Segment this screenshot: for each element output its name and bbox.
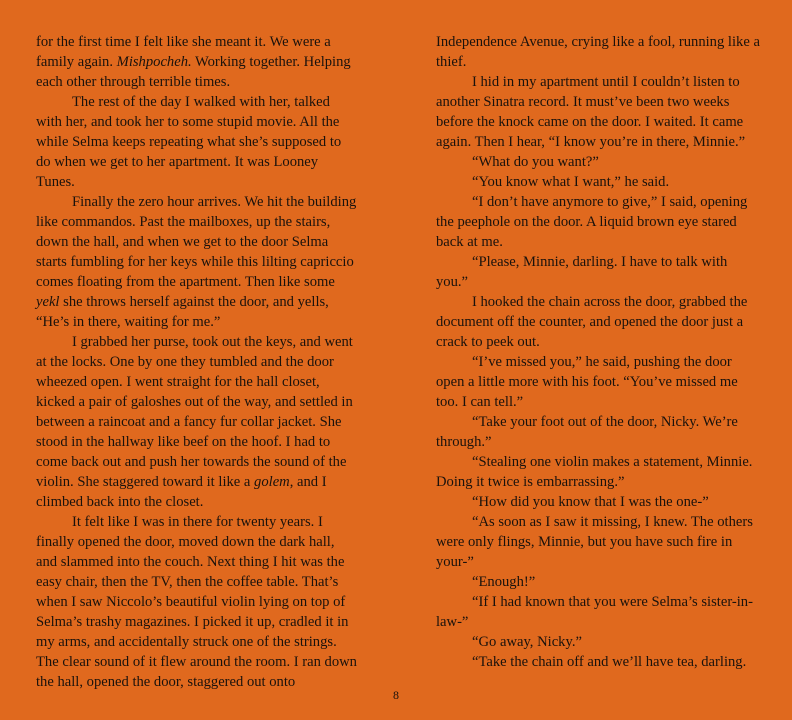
page-number: 8 xyxy=(393,688,399,702)
paragraph: “You know what I want,” he said. xyxy=(472,174,670,190)
paragraph: for the first time I felt like she meant it. We were a family again. Mishpocheh. Working together. Helping each other through terrible times. xyxy=(36,34,351,90)
paragraph: “What do you want?” xyxy=(472,154,599,170)
paragraph: It felt like I was in there for twenty years. I finally opened the door, moved down the dark hall, and slammed into the couch. Next thing I hit was the easy chair, then the TV, then the coffee table. That’s when I saw Niccolo’s beautiful violin lying on top of Selma’s trashy magazines. I picked it up, cradled it in my arms, and accidentally struck one of the strings. The clear sound of it flew around the room. I ran down the hall, opened the door, staggered out onto xyxy=(36,514,357,690)
paragraph: “I’ve missed you,” he said, pushing the door open a little more with his foot. “You’ve missed me too. I can tell.” xyxy=(436,354,738,410)
paragraph: “How did you know that I was the one-” xyxy=(472,494,709,510)
paragraph: Finally the zero hour arrives. We hit the building like commandos. Past the mailboxes, up the stairs, down the hall, and when we get to the door Selma starts fumbling for her keys while this lilting capriccio comes floating from the apartment. Then like some yekl she throws herself against the door, and yells, “He’s in there, waiting for me.” xyxy=(36,194,357,330)
paragraph: The rest of the day I walked with her, talked with her, and took her to some stupid movie. All the while Selma keeps repeating what she’s supposed to do when we get to her apartment. It was Looney Tunes. xyxy=(36,94,342,190)
paragraph: “Go away, Nicky.” xyxy=(472,634,582,650)
paragraph: I hooked the chain across the door, grabbed the document off the counter, and opened the door just a crack to peek out. xyxy=(436,294,748,350)
paragraph: “Take the chain off and we’ll have tea, darling. xyxy=(472,654,747,670)
paragraph: “Please, Minnie, darling. I have to talk with you.” xyxy=(436,254,728,290)
paragraph: Independence Avenue, crying like a fool, running like a thief. xyxy=(436,34,760,70)
paragraph: “As soon as I saw it missing, I knew. The others were only flings, Minnie, but you have such fire in your-” xyxy=(436,514,753,570)
paragraph: “Stealing one violin makes a statement, Minnie. Doing it twice is embarrassing.” xyxy=(436,454,753,490)
right-text-column xyxy=(436,32,760,672)
paragraph: I hid in my apartment until I couldn’t listen to another Sinatra record. It must’ve been two weeks before the knock came on the door. I waited. It came again. Then I hear, “I know you’re in there, Minnie.” xyxy=(436,74,746,150)
left-text-column xyxy=(36,32,358,692)
paragraph: “Take your foot out of the door, Nicky. We’re through.” xyxy=(436,414,738,450)
paragraph: “Enough!” xyxy=(472,574,536,590)
paragraph: I grabbed her purse, took out the keys, and went at the locks. One by one they tumbled and the door wheezed open. I went straight for the hall closet, kicked a pair of galoshes out of the way, and settled in between a raincoat and a fancy fur collar jacket. She stood in the hallway like beef on the hoof. I had to come back out and push her towards the sound of the violin. She staggered toward it like a golem, and I climbed back into the closet. xyxy=(36,334,353,510)
paragraph: “I don’t have anymore to give,” I said, opening the peephole on the door. A liquid brown eye stared back at me. xyxy=(436,194,748,250)
paragraph: “If I had known that you were Selma’s sister-in-law-” xyxy=(436,594,753,630)
